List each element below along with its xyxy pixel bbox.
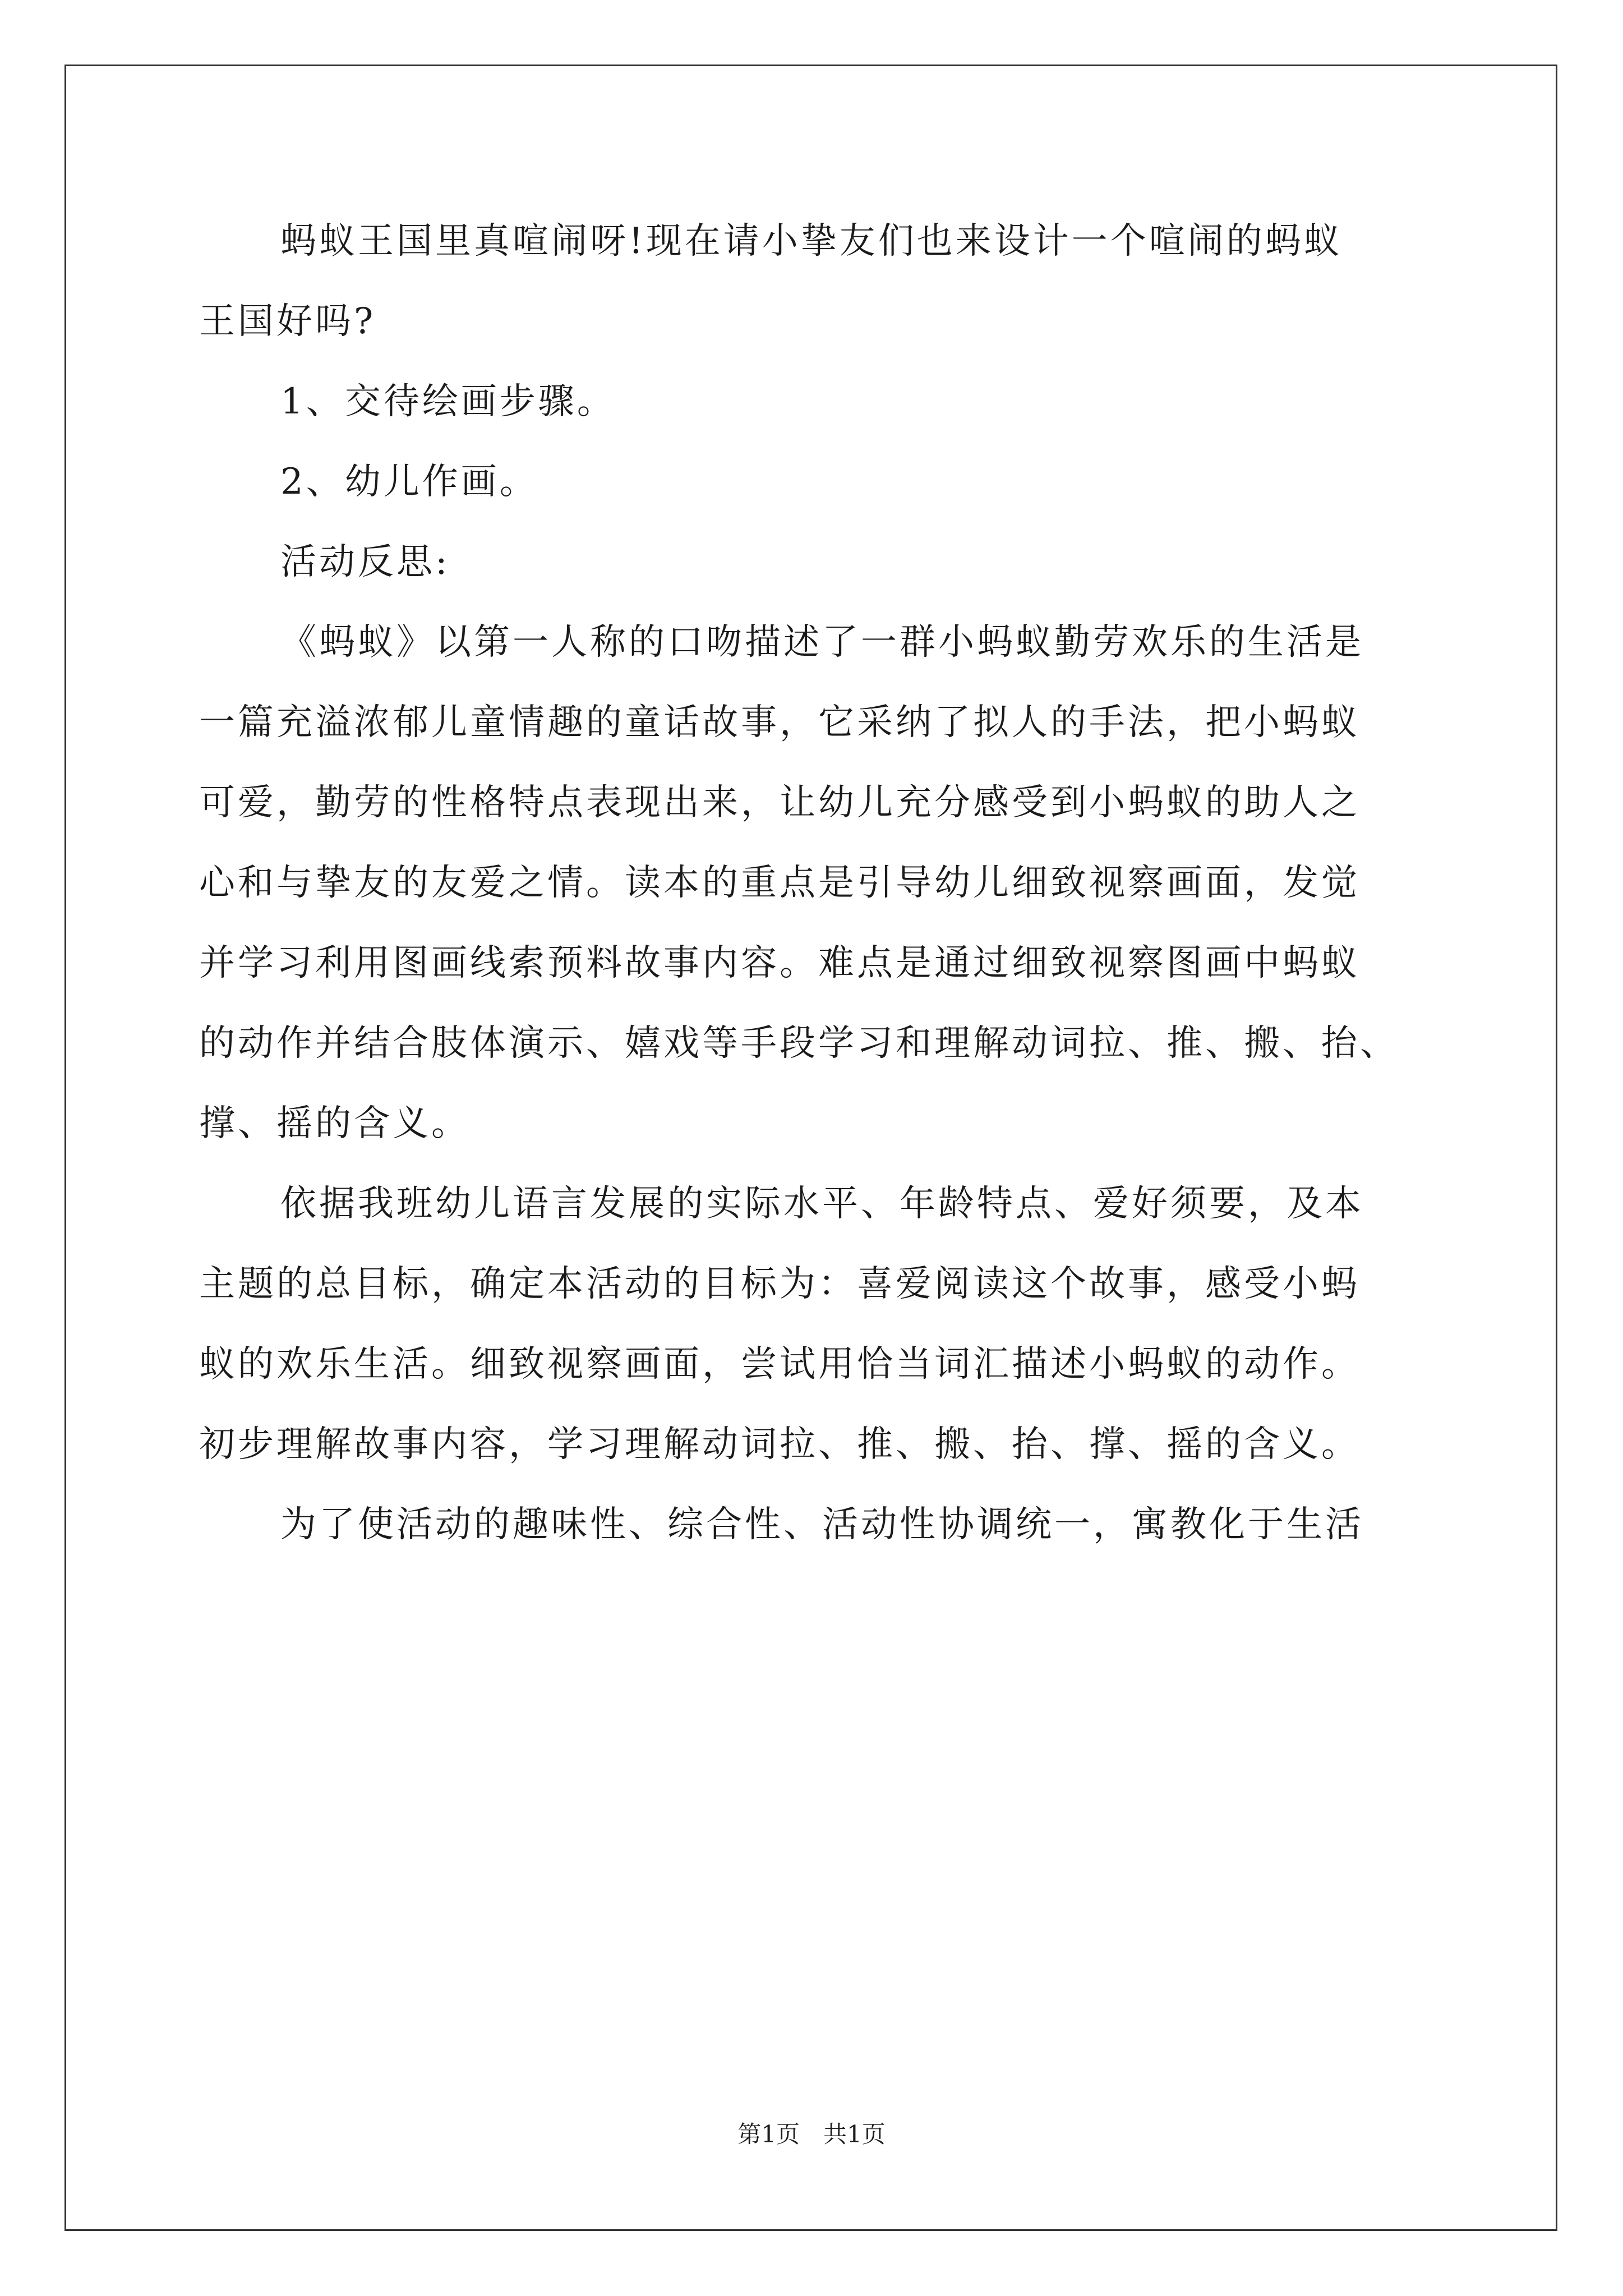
text-line: 《蚂蚁》以第一人称的口吻描述了一群小蚂蚁勤劳欢乐的生活是: [280, 622, 1364, 663]
text-line: 蚂蚁王国里真喧闹呀!现在请小挚友们也来设计一个喧闹的蚂蚁: [280, 220, 1343, 262]
text-line: 主题的总目标，确定本活动的目标为：喜爱阅读这个故事，感受小蚂: [199, 1263, 1360, 1305]
text-line: 撑、摇的含义。: [199, 1103, 470, 1144]
text-line: 并学习利用图画线索预料故事内容。难点是通过细致视察图画中蚂蚁: [199, 942, 1360, 984]
text-line: 2、幼儿作画。: [280, 461, 538, 503]
text-line: 初步理解故事内容，学习理解动词拉、推、搬、抬、撑、摇的含义。: [199, 1424, 1360, 1465]
text-line: 为了使活动的趣味性、综合性、活动性协调统一，寓教化于生活: [280, 1504, 1364, 1545]
section-heading: 活动反思:: [280, 541, 450, 583]
text-line: 心和与挚友的友爱之情。读本的重点是引导幼儿细致视察画面，发觉: [199, 862, 1360, 904]
text-line: 一篇充溢浓郁儿童情趣的童话故事，它采纳了拟人的手法，把小蚂蚁: [199, 702, 1360, 743]
text-line: 1、交待绘画步骤。: [280, 381, 616, 422]
text-line: 可爱，勤劳的性格特点表现出来，让幼儿充分感受到小蚂蚁的助人之: [199, 782, 1360, 823]
text-line: 的动作并结合肢体演示、嬉戏等手段学习和理解动词拉、推、搬、抬、: [199, 1023, 1399, 1064]
text-line: 依据我班幼儿语言发展的实际水平、年龄特点、爱好须要，及本: [280, 1183, 1364, 1225]
page-number-footer: 第1页 共1页: [737, 2120, 886, 2148]
text-line: 蚁的欢乐生活。细致视察画面，尝试用恰当词汇描述小蚂蚁的动作。: [199, 1343, 1360, 1385]
text-line: 王国好吗?: [199, 301, 376, 342]
